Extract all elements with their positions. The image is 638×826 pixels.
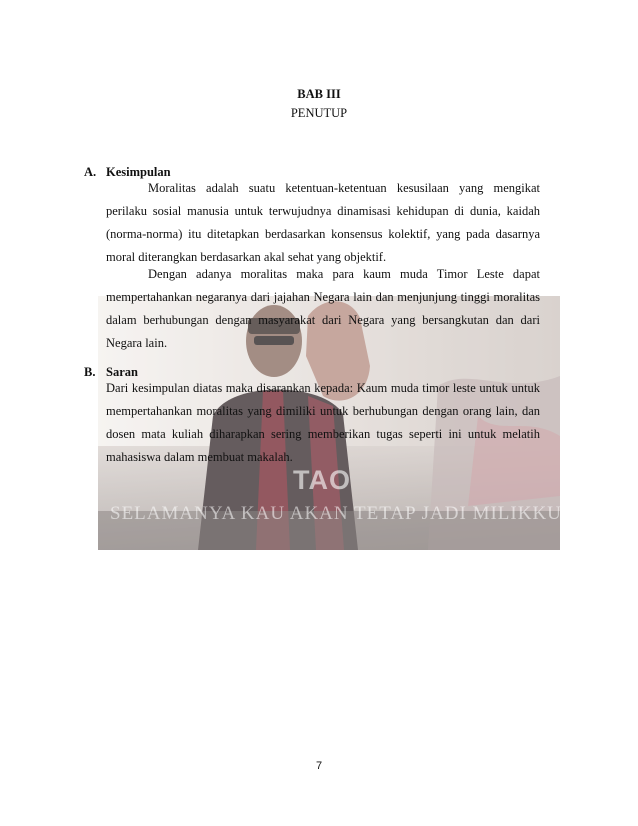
section-b-letter: B. — [84, 365, 96, 379]
page-number: 7 — [315, 760, 323, 772]
section-a-paragraph-1 — [106, 177, 540, 269]
paragraph-text: Moralitas adalah suatu ketentuan-ketentuan kesusilaan yang mengikat perilaku sosial manusia untuk terwujudnya dinamisasi kehidupan di dunia, kaidah (norma-norma) itu ditetapkan berdasarkan konsensus kolektif, yang pada dasarnya moral diterangkan berdasarkan akal sehat yang objektif. — [106, 181, 540, 264]
background-logo: TAO — [293, 465, 351, 495]
chapter-title: PENUTUP — [290, 106, 348, 120]
chapter-number: BAB III — [297, 87, 341, 101]
section-a-paragraph-2 — [106, 263, 540, 355]
paragraph-text: Dengan adanya moralitas maka para kaum muda Timor Leste dapat mempertahankan negaranya dari jajahan Negara lain dan menjunjung tinggi moralitas dalam berhubungan dengan masyarakat dari Negara yang bersangkutan dan dari Negara lain. — [106, 267, 540, 350]
background-caption: SELAMANYA KAU AKAN TETAP JADI MILIKKU — [110, 503, 562, 524]
section-b-title: Saran — [106, 365, 138, 379]
section-b-paragraph-1: Dari kesimpulan diatas maka disarankan kepada: Kaum muda timor leste untuk untuk mempertahankan moralitas yang dimiliki untuk berhubungan dengan orang lain, dan dosen mata kuliah diharapkan sering memberikan tugas seperti ini untuk melatih mahasiswa dalam membuat makalah. — [106, 381, 540, 464]
section-a-letter: A. — [84, 165, 97, 179]
section-a-title: Kesimpulan — [106, 165, 171, 179]
